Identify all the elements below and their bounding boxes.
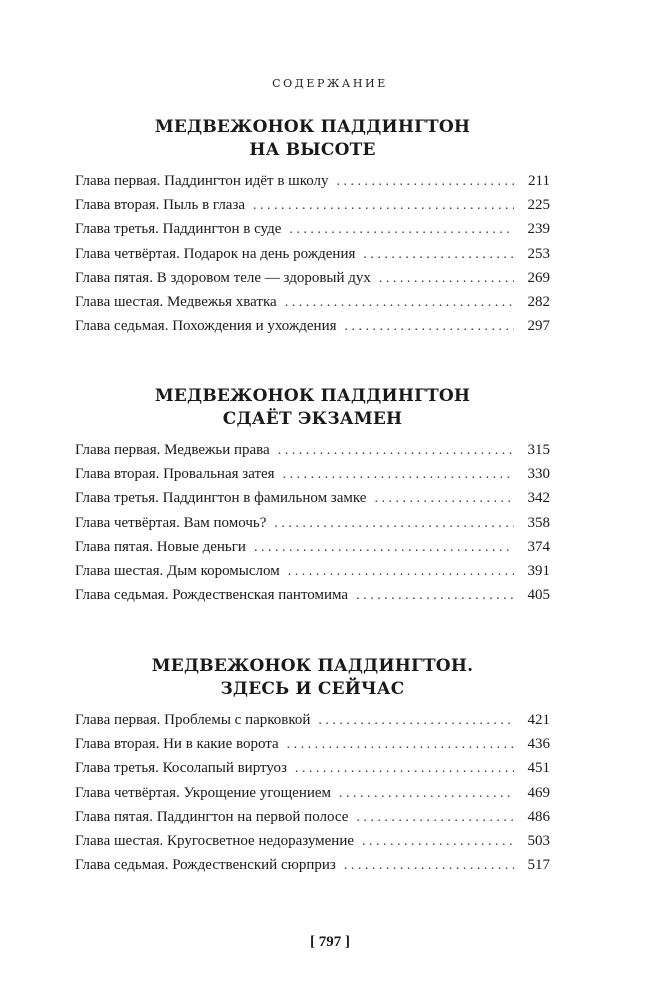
toc-entry-page: 503 xyxy=(527,832,550,849)
toc-entry-title: Глава четвёртая. Укрощение угощением xyxy=(75,784,332,801)
toc-entry-page: 211 xyxy=(528,173,550,189)
toc-entry-title: Глава седьмая. Рождественский сюрприз xyxy=(75,857,336,874)
toc-entry-page: 391 xyxy=(527,562,550,579)
toc-entry[interactable] xyxy=(75,442,550,466)
toc-entry[interactable] xyxy=(75,587,550,611)
dot-leader xyxy=(345,319,514,335)
toc-entry-page: 297 xyxy=(527,318,550,335)
toc-entry-page: 405 xyxy=(527,587,550,604)
toc-entry-title: Глава пятая. Паддингтон на первой полосе xyxy=(75,808,349,825)
toc-entry[interactable] xyxy=(75,318,550,342)
toc-entry[interactable] xyxy=(75,466,550,490)
section-title-line: ЗДЕСЬ И СЕЙЧАС xyxy=(220,679,405,699)
toc-entry-page: 374 xyxy=(527,538,550,555)
toc-entry-page: 451 xyxy=(527,760,550,777)
dot-leader xyxy=(363,247,514,263)
toc-entry[interactable] xyxy=(75,221,550,245)
dot-leader xyxy=(339,786,514,802)
toc-entry-title: Глава первая. Паддингтон идёт в школу xyxy=(75,173,329,189)
toc-entry-title: Глава шестая. Кругосветное недоразумение xyxy=(75,832,355,849)
toc-entry-page: 253 xyxy=(527,245,550,262)
toc-entry[interactable] xyxy=(75,785,550,809)
section-title-line: МЕДВЕЖОНОК ПАДДИНГТОН xyxy=(154,386,471,406)
section-title-line: МЕДВЕЖОНОК ПАДДИНГТОН. xyxy=(151,656,474,676)
toc-entry-page: 517 xyxy=(527,857,550,874)
toc-entry[interactable] xyxy=(75,857,550,881)
toc-list xyxy=(75,173,550,342)
toc-entry-page: 315 xyxy=(527,442,550,458)
section-title-line: МЕДВЕЖОНОК ПАДДИНГТОН xyxy=(154,117,471,137)
dot-leader xyxy=(362,834,514,850)
toc-list xyxy=(75,712,550,881)
dot-leader xyxy=(285,295,514,311)
toc-entry[interactable] xyxy=(75,197,550,221)
toc-entry[interactable] xyxy=(75,173,550,197)
toc-entry[interactable] xyxy=(75,490,550,514)
toc-list xyxy=(75,442,550,611)
toc-entry[interactable] xyxy=(75,809,550,833)
dot-leader xyxy=(356,810,514,826)
dot-leader xyxy=(356,588,514,604)
dot-leader xyxy=(344,858,514,874)
toc-section xyxy=(75,655,550,881)
toc-entry-page: 239 xyxy=(527,221,550,238)
dot-leader xyxy=(289,222,514,238)
toc-entry[interactable] xyxy=(75,712,550,736)
toc-entry[interactable] xyxy=(75,246,550,270)
toc-entry-page: 342 xyxy=(527,490,550,507)
toc-entry-page: 225 xyxy=(527,197,550,214)
toc-entry-title: Глава седьмая. Похождения и ухождения xyxy=(75,318,337,335)
toc-entry[interactable] xyxy=(75,539,550,563)
dot-leader xyxy=(287,737,514,753)
toc-entry[interactable] xyxy=(75,270,550,294)
toc-entry-title: Глава вторая. Провальная затея xyxy=(75,466,275,483)
dot-leader xyxy=(254,540,514,556)
dot-leader xyxy=(274,516,514,532)
toc-entry-title: Глава первая. Медвежьи права xyxy=(75,442,270,458)
toc-entry-title: Глава пятая. Новые деньги xyxy=(75,538,246,555)
toc-entry[interactable] xyxy=(75,515,550,539)
toc-entry-page: 486 xyxy=(527,808,550,825)
section-title-line: НА ВЫСОТЕ xyxy=(249,140,376,160)
toc-entry-page: 358 xyxy=(527,514,550,531)
section-title xyxy=(75,655,550,701)
toc-section xyxy=(75,385,550,611)
toc-entry-title: Глава третья. Паддингтон в суде xyxy=(75,221,282,238)
toc-entry-title: Глава пятая. В здоровом теле — здоровый дух xyxy=(75,269,371,286)
toc-entry[interactable] xyxy=(75,563,550,587)
toc-entry[interactable] xyxy=(75,760,550,784)
toc-entry-title: Глава первая. Проблемы с парковкой xyxy=(75,712,311,728)
toc-entry[interactable] xyxy=(75,736,550,760)
dot-leader xyxy=(318,713,514,729)
toc-section xyxy=(75,116,550,342)
dot-leader xyxy=(295,761,514,777)
page-header-title: СОДЕРЖАНИЕ xyxy=(272,77,388,90)
toc-entry-title: Глава шестая. Дым коромыслом xyxy=(75,562,280,579)
dot-leader xyxy=(379,271,514,287)
toc-entry-page: 421 xyxy=(527,712,550,728)
toc-entry-page: 436 xyxy=(527,736,550,753)
dot-leader xyxy=(288,564,514,580)
page-number: [ 797 ] xyxy=(310,934,350,950)
toc-entry-title: Глава четвёртая. Вам помочь? xyxy=(75,514,267,531)
dot-leader xyxy=(283,467,514,483)
toc-entry-title: Глава вторая. Пыль в глаза xyxy=(75,197,246,214)
dot-leader xyxy=(337,174,514,190)
toc-entry[interactable] xyxy=(75,833,550,857)
section-title xyxy=(75,385,550,431)
dot-leader xyxy=(374,491,514,507)
toc-entry-title: Глава третья. Косолапый виртуоз xyxy=(75,760,287,777)
toc-entry-page: 469 xyxy=(527,784,550,801)
toc-entry-title: Глава вторая. Ни в какие ворота xyxy=(75,736,279,753)
toc-entry[interactable] xyxy=(75,294,550,318)
toc-entry-title: Глава седьмая. Рождественская пантомима xyxy=(75,587,349,604)
toc-entry-title: Глава третья. Паддингтон в фамильном замке xyxy=(75,490,367,507)
toc-entry-page: 330 xyxy=(527,466,550,483)
section-title xyxy=(75,116,550,162)
toc-entry-title: Глава шестая. Медвежья хватка xyxy=(75,293,277,310)
toc-entry-page: 269 xyxy=(527,269,550,286)
dot-leader xyxy=(278,443,514,459)
dot-leader xyxy=(253,198,514,214)
section-title-line: СДАЁТ ЭКЗАМЕН xyxy=(222,409,403,429)
toc-entry-page: 282 xyxy=(527,293,550,310)
toc-entry-title: Глава четвёртая. Подарок на день рождения xyxy=(75,245,356,262)
